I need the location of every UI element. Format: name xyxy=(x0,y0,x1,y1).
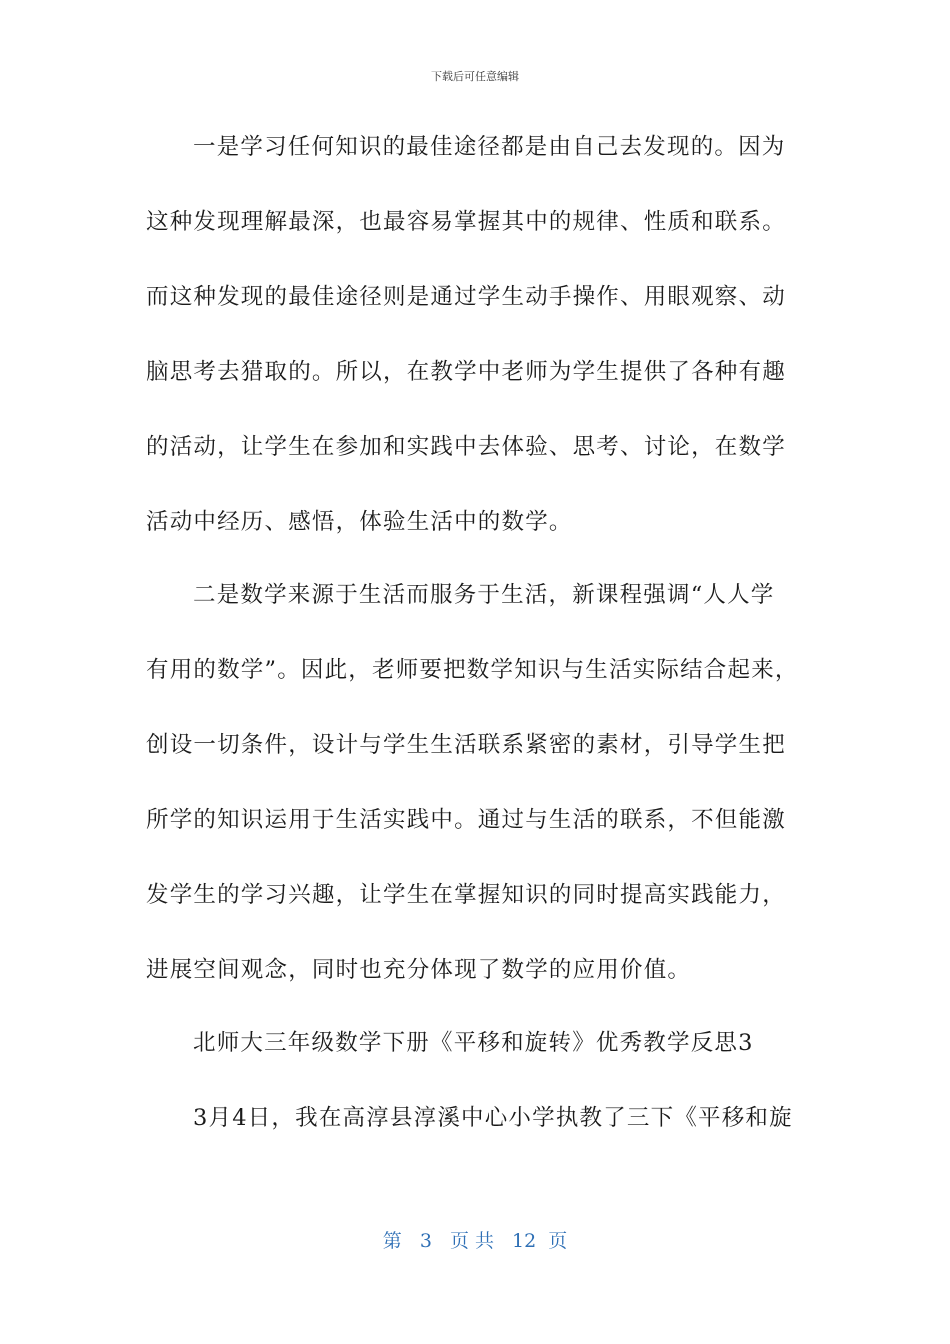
current-page-number: 3 xyxy=(419,1230,432,1252)
paragraph-line: 所学的知识运用于生活实践中。通过与生活的联系，不但能激 xyxy=(146,807,786,833)
paragraph-line: 活动中经历、感悟，体验生活中的数学。 xyxy=(146,509,573,535)
paragraph-line: 发学生的学习兴趣，让学生在掌握知识的同时提高实践能力， xyxy=(146,882,786,908)
total-page-number: 12 xyxy=(512,1230,537,1252)
section-title: 北师大三年级数学下册《平移和旋转》优秀教学反思3 xyxy=(193,1030,754,1056)
page-footer-middle: 页 共 xyxy=(449,1230,494,1252)
page-footer-prefix: 第 xyxy=(382,1230,402,1252)
paragraph-line: 进展空间观念，同时也充分体现了数学的应用价值。 xyxy=(146,957,692,983)
paragraph-line: 3月4日，我在高淳县淳溪中心小学执教了三下《平移和旋 xyxy=(193,1105,793,1131)
page-footer-suffix: 页 xyxy=(548,1230,568,1252)
paragraph-line: 而这种发现的最佳途径则是通过学生动手操作、用眼观察、动 xyxy=(146,284,786,310)
paragraph-line: 一是学习任何知识的最佳途径都是由自己去发现的。因为 xyxy=(193,134,786,160)
paragraph-line: 二是数学来源于生活而服务于生活，新课程强调“人人学 xyxy=(193,582,775,608)
paragraph-line: 这种发现理解最深，也最容易掌握其中的规律、性质和联系。 xyxy=(146,209,786,235)
paragraph-line: 的活动，让学生在参加和实践中去体验、思考、讨论，在数学 xyxy=(146,434,786,460)
paragraph-line: 脑思考去猎取的。所以，在教学中老师为学生提供了各种有趣 xyxy=(146,359,786,385)
paragraph-line: 创设一切条件，设计与学生生活联系紧密的素材，引导学生把 xyxy=(146,732,786,758)
page-header-note: 下载后可任意编辑 xyxy=(431,70,519,83)
page-number-footer xyxy=(0,1226,950,1253)
paragraph-line: 有用的数学”。因此，老师要把数学知识与生活实际结合起来， xyxy=(146,657,799,683)
